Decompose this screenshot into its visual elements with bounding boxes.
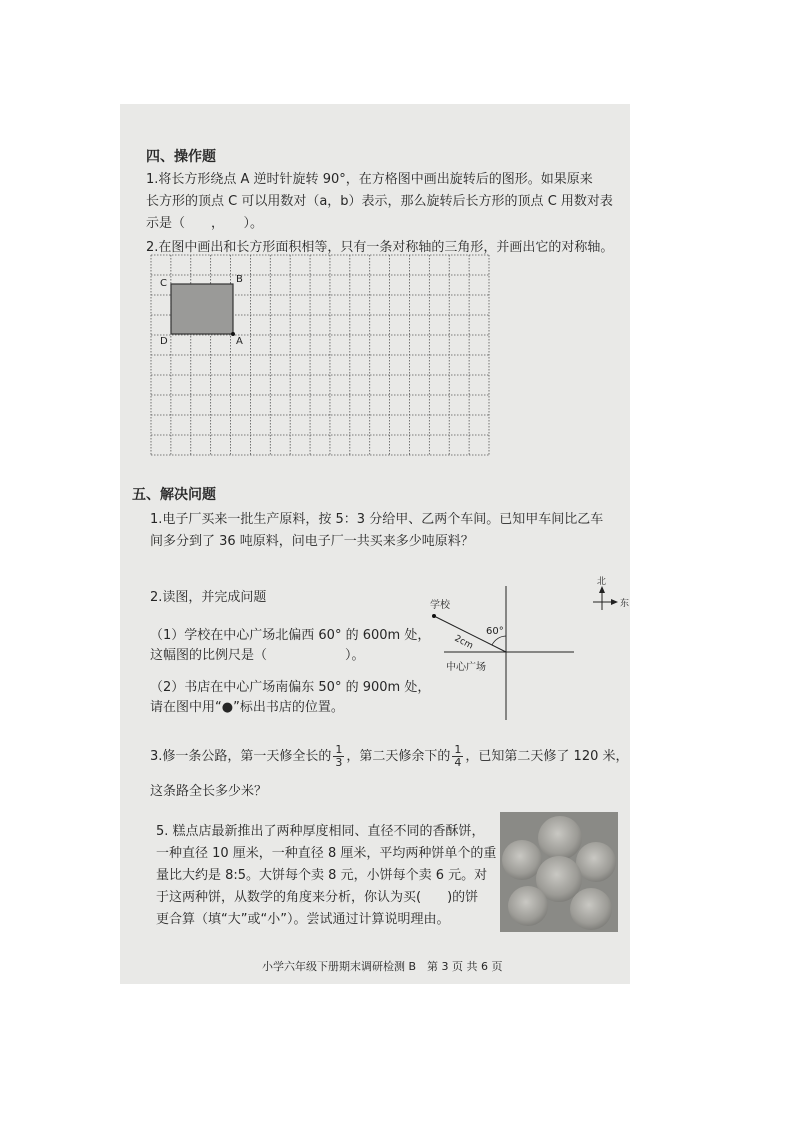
- shaded-rectangle: [171, 284, 233, 334]
- label-b: B: [236, 274, 243, 285]
- east-label: 东: [620, 599, 630, 609]
- q5-2-title: 2.读图，并完成问题: [150, 590, 267, 605]
- center-label: 中心广场: [446, 662, 486, 673]
- q5-2-1-line1: （1）学校在中心广场北偏西 60° 的 600m 处，: [150, 628, 431, 643]
- q5-3-part-b: ，第二天修余下的: [346, 749, 451, 764]
- direction-map: [410, 576, 640, 722]
- school-label: 学校: [430, 600, 450, 611]
- label-a: A: [236, 336, 243, 347]
- north-arrow-icon: [599, 586, 605, 593]
- length-label: 2cm: [452, 633, 475, 652]
- section-5-title: 五、解决问题: [132, 487, 216, 503]
- q5-1-line1: 1.电子厂买来一批生产原料，按 5：3 分给甲、乙两个车间。已知甲车间比乙车: [150, 512, 604, 527]
- page-footer: 小学六年级下册期末调研检测 B 第 3 页 共 6 页: [262, 960, 503, 973]
- label-c: C: [160, 278, 167, 289]
- q4-2-text: 2.在图中画出和长方形面积相等，只有一条对称轴的三角形，并画出它的对称轴。: [146, 240, 614, 255]
- q5-1-line2: 间多分到了 36 吨原料，问电子厂一共买来多少吨原料？: [150, 534, 474, 549]
- q5-5-line1: 5. 糕点店最新推出了两种厚度相同、直径不同的香酥饼，: [156, 824, 485, 839]
- east-arrow-icon: [611, 599, 618, 605]
- pastry-photo: [500, 812, 618, 932]
- q5-3-part-a: 3.修一条公路，第一天修全长的: [150, 749, 332, 764]
- fraction-one-third: $\frac{1}{3}$: [335, 743, 343, 769]
- q5-5-line4: 于这两种饼，从数学的角度来分析，你认为买( )的饼: [156, 890, 479, 905]
- q5-2-1-line2: 这幅图的比例尺是（ ）。: [150, 648, 365, 663]
- q5-3-line1: [150, 744, 629, 769]
- q5-2-2-line1: （2）书店在中心广场南偏东 50° 的 900m 处，: [150, 680, 431, 695]
- q5-3-line2: 这条路全长多少米？: [150, 784, 268, 799]
- fraction-one-quarter: $\frac{1}{4}$: [454, 743, 462, 769]
- q5-2-2-line2: 请在图中用“●”标出书店的位置。: [150, 700, 344, 715]
- angle-label: 60°: [486, 626, 504, 637]
- north-label: 北: [597, 577, 607, 587]
- q5-5-line3: 量比大约是 8:5。大饼每个卖 8 元，小饼每个卖 6 元。对: [156, 868, 488, 883]
- point-a: [231, 332, 235, 336]
- q5-5-line2: 一种直径 10 厘米，一种直径 8 厘米，平均两种饼单个的重: [156, 846, 497, 861]
- q5-5-line5: 更合算（填“大”或“小”）。尝试通过计算说明理由。: [156, 912, 450, 927]
- q4-1-line2: 长方形的顶点 C 可以用数对（a，b）表示，那么旋转后长方形的顶点 C 用数对表: [146, 194, 613, 209]
- label-d: D: [160, 336, 168, 347]
- q5-3-part-c: ，已知第二天修了 120 米，: [465, 749, 629, 764]
- square-grid: [150, 254, 494, 456]
- q4-1-line3: 示是（ ， ）。: [146, 216, 264, 231]
- section-4-title: 四、操作题: [146, 149, 216, 165]
- school-dot: [432, 614, 436, 618]
- q4-1-line1: 1.将长方形绕点 A 逆时针旋转 90°，在方格图中画出旋转后的图形。如果原来: [146, 172, 593, 187]
